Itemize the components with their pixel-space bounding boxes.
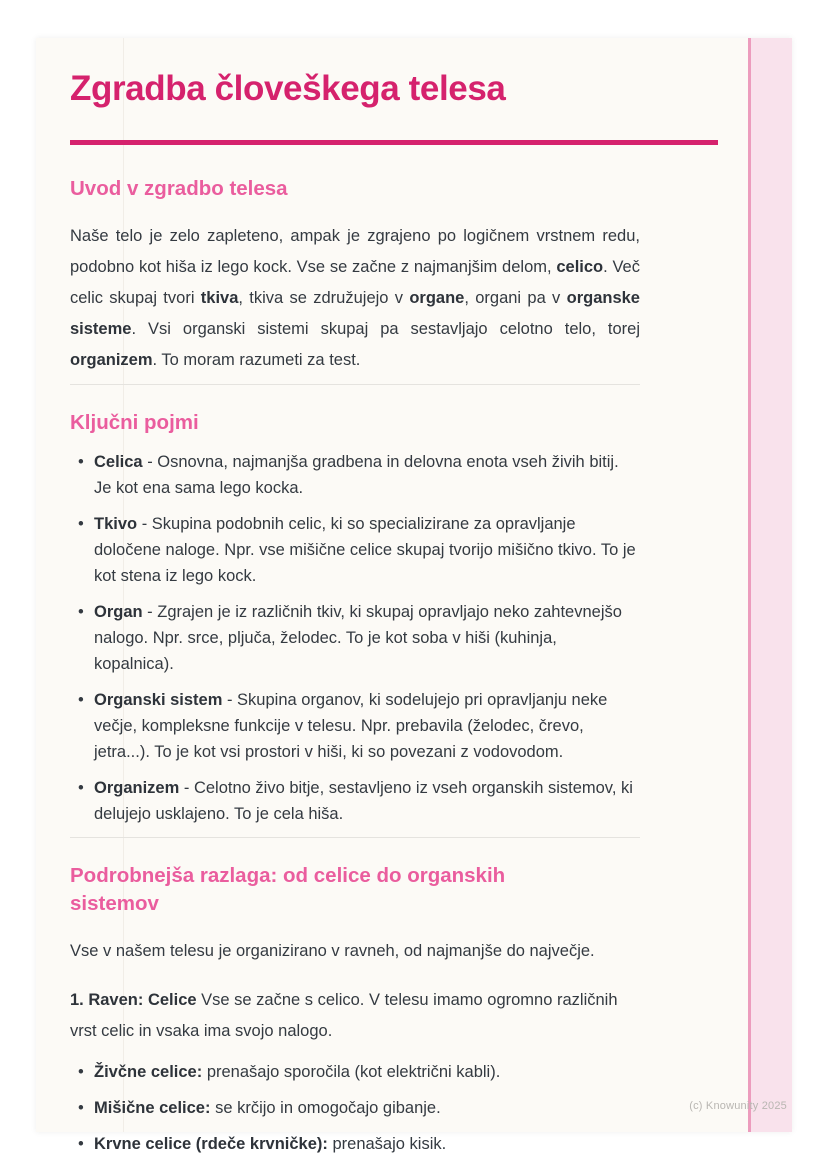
term-label: Celica — [94, 453, 143, 471]
list-item — [70, 449, 640, 501]
list-item — [70, 775, 640, 827]
term-definition: se krčijo in omogočajo gibanje. — [210, 1099, 441, 1117]
term-definition: prenašajo sporočila (kot električni kabli). — [202, 1063, 501, 1081]
text-segment: , organi pa v — [464, 289, 567, 307]
key-terms-list — [70, 449, 640, 827]
document-page — [36, 38, 792, 1153]
term-label: Živčne celice: — [94, 1063, 203, 1081]
term-label: Organizem — [94, 779, 180, 797]
text-segment: . Več celic skupaj tvori — [70, 258, 640, 307]
list-item — [70, 1131, 640, 1157]
intro-paragraph — [70, 221, 640, 376]
list-item — [70, 599, 640, 677]
term-definition: - Zgrajen je iz različnih tkiv, ki skupaj opravljajo neko zahtevnejšo nalogo. Npr. srce, pljuča, želodec. To je kot soba v hiši (kuhinja, kopalnica). — [94, 603, 622, 673]
text-segment: . To moram razumeti za test. — [152, 351, 361, 369]
section-heading-key-terms: Ključni pojmi — [70, 411, 199, 434]
bold-term: organske sisteme — [70, 289, 640, 338]
term-definition: - Celotno živo bitje, sestavljeno iz vseh organskih sistemov, ki delujejo usklajeno. To je cela hiša. — [94, 779, 633, 823]
section-divider — [70, 837, 640, 838]
section-detailed-explanation — [70, 862, 640, 1157]
bold-term: organizem — [70, 351, 153, 369]
detail-intro-paragraph: Vse v našem telesu je organizirano v ravneh, od najmanjše do največje. — [70, 942, 595, 960]
section-heading-intro: Uvod v zgradbo telesa — [70, 177, 288, 200]
term-definition: prenašajo kisik. — [327, 1135, 447, 1153]
section-intro — [70, 175, 640, 376]
bold-term: tkiva — [200, 289, 239, 307]
page-title: Zgradba človeškega telesa — [70, 69, 506, 108]
section-key-terms — [70, 409, 640, 827]
bold-term: celico — [556, 258, 604, 276]
list-item — [70, 687, 640, 765]
list-item — [70, 511, 640, 589]
term-definition: - Skupina organov, ki sodelujejo pri opravljanju neke večje, kompleksne funkcije v telesu. Npr. prebavila (želodec, črevo, jetra...). To je kot vsi prostori v hiši, ki so povezani z vodovodom. — [94, 691, 608, 761]
term-label: Organski sistem — [94, 691, 223, 709]
term-label: Organ — [94, 603, 143, 621]
level1-paragraph — [70, 985, 640, 1047]
level1-rest: Vse se začne s celico. V telesu imamo ogromno različnih vrst celic in vsaka ima svojo nalogo. — [70, 991, 618, 1040]
term-label: Mišične celice: — [94, 1099, 211, 1117]
page-edge-stripe — [748, 38, 792, 1132]
bold-term: organe — [409, 289, 465, 307]
copyright-footer: (c) Knowunity 2025 — [689, 1100, 787, 1112]
term-definition: - Skupina podobnih celic, ki so specializirane za opravljanje določene naloge. Npr. vse mišične celice skupaj tvorijo mišično tkivo. To je kot stena iz lego kock. — [94, 515, 636, 585]
title-underline-rule — [70, 140, 718, 145]
list-item — [70, 1095, 640, 1121]
text-segment: Naše telo je zelo zapleteno, ampak je zgrajeno po logičnem vrstnem redu, podobno kot hiša iz lego kock. Vse se začne z najmanjšim delom, — [70, 227, 640, 276]
level1-lead: 1. Raven: Celice — [70, 991, 197, 1009]
cell-types-list — [70, 1059, 640, 1157]
list-item — [70, 1059, 640, 1085]
term-label: Krvne celice (rdeče krvničke): — [94, 1135, 328, 1153]
term-label: Tkivo — [94, 515, 138, 533]
text-segment: . Vsi organski sistemi skupaj pa sestavljajo celotno telo, torej — [131, 320, 640, 338]
term-definition: - Osnovna, najmanjša gradbena in delovna enota vseh živih bitij. Je kot ena sama lego kocka. — [94, 453, 619, 497]
page-content — [70, 38, 640, 1157]
text-segment: , tkiva se združujejo v — [238, 289, 410, 307]
section-divider — [70, 384, 640, 385]
section-heading-detail: Podrobnejša razlaga: od celice do organskih sistemov — [70, 864, 506, 915]
